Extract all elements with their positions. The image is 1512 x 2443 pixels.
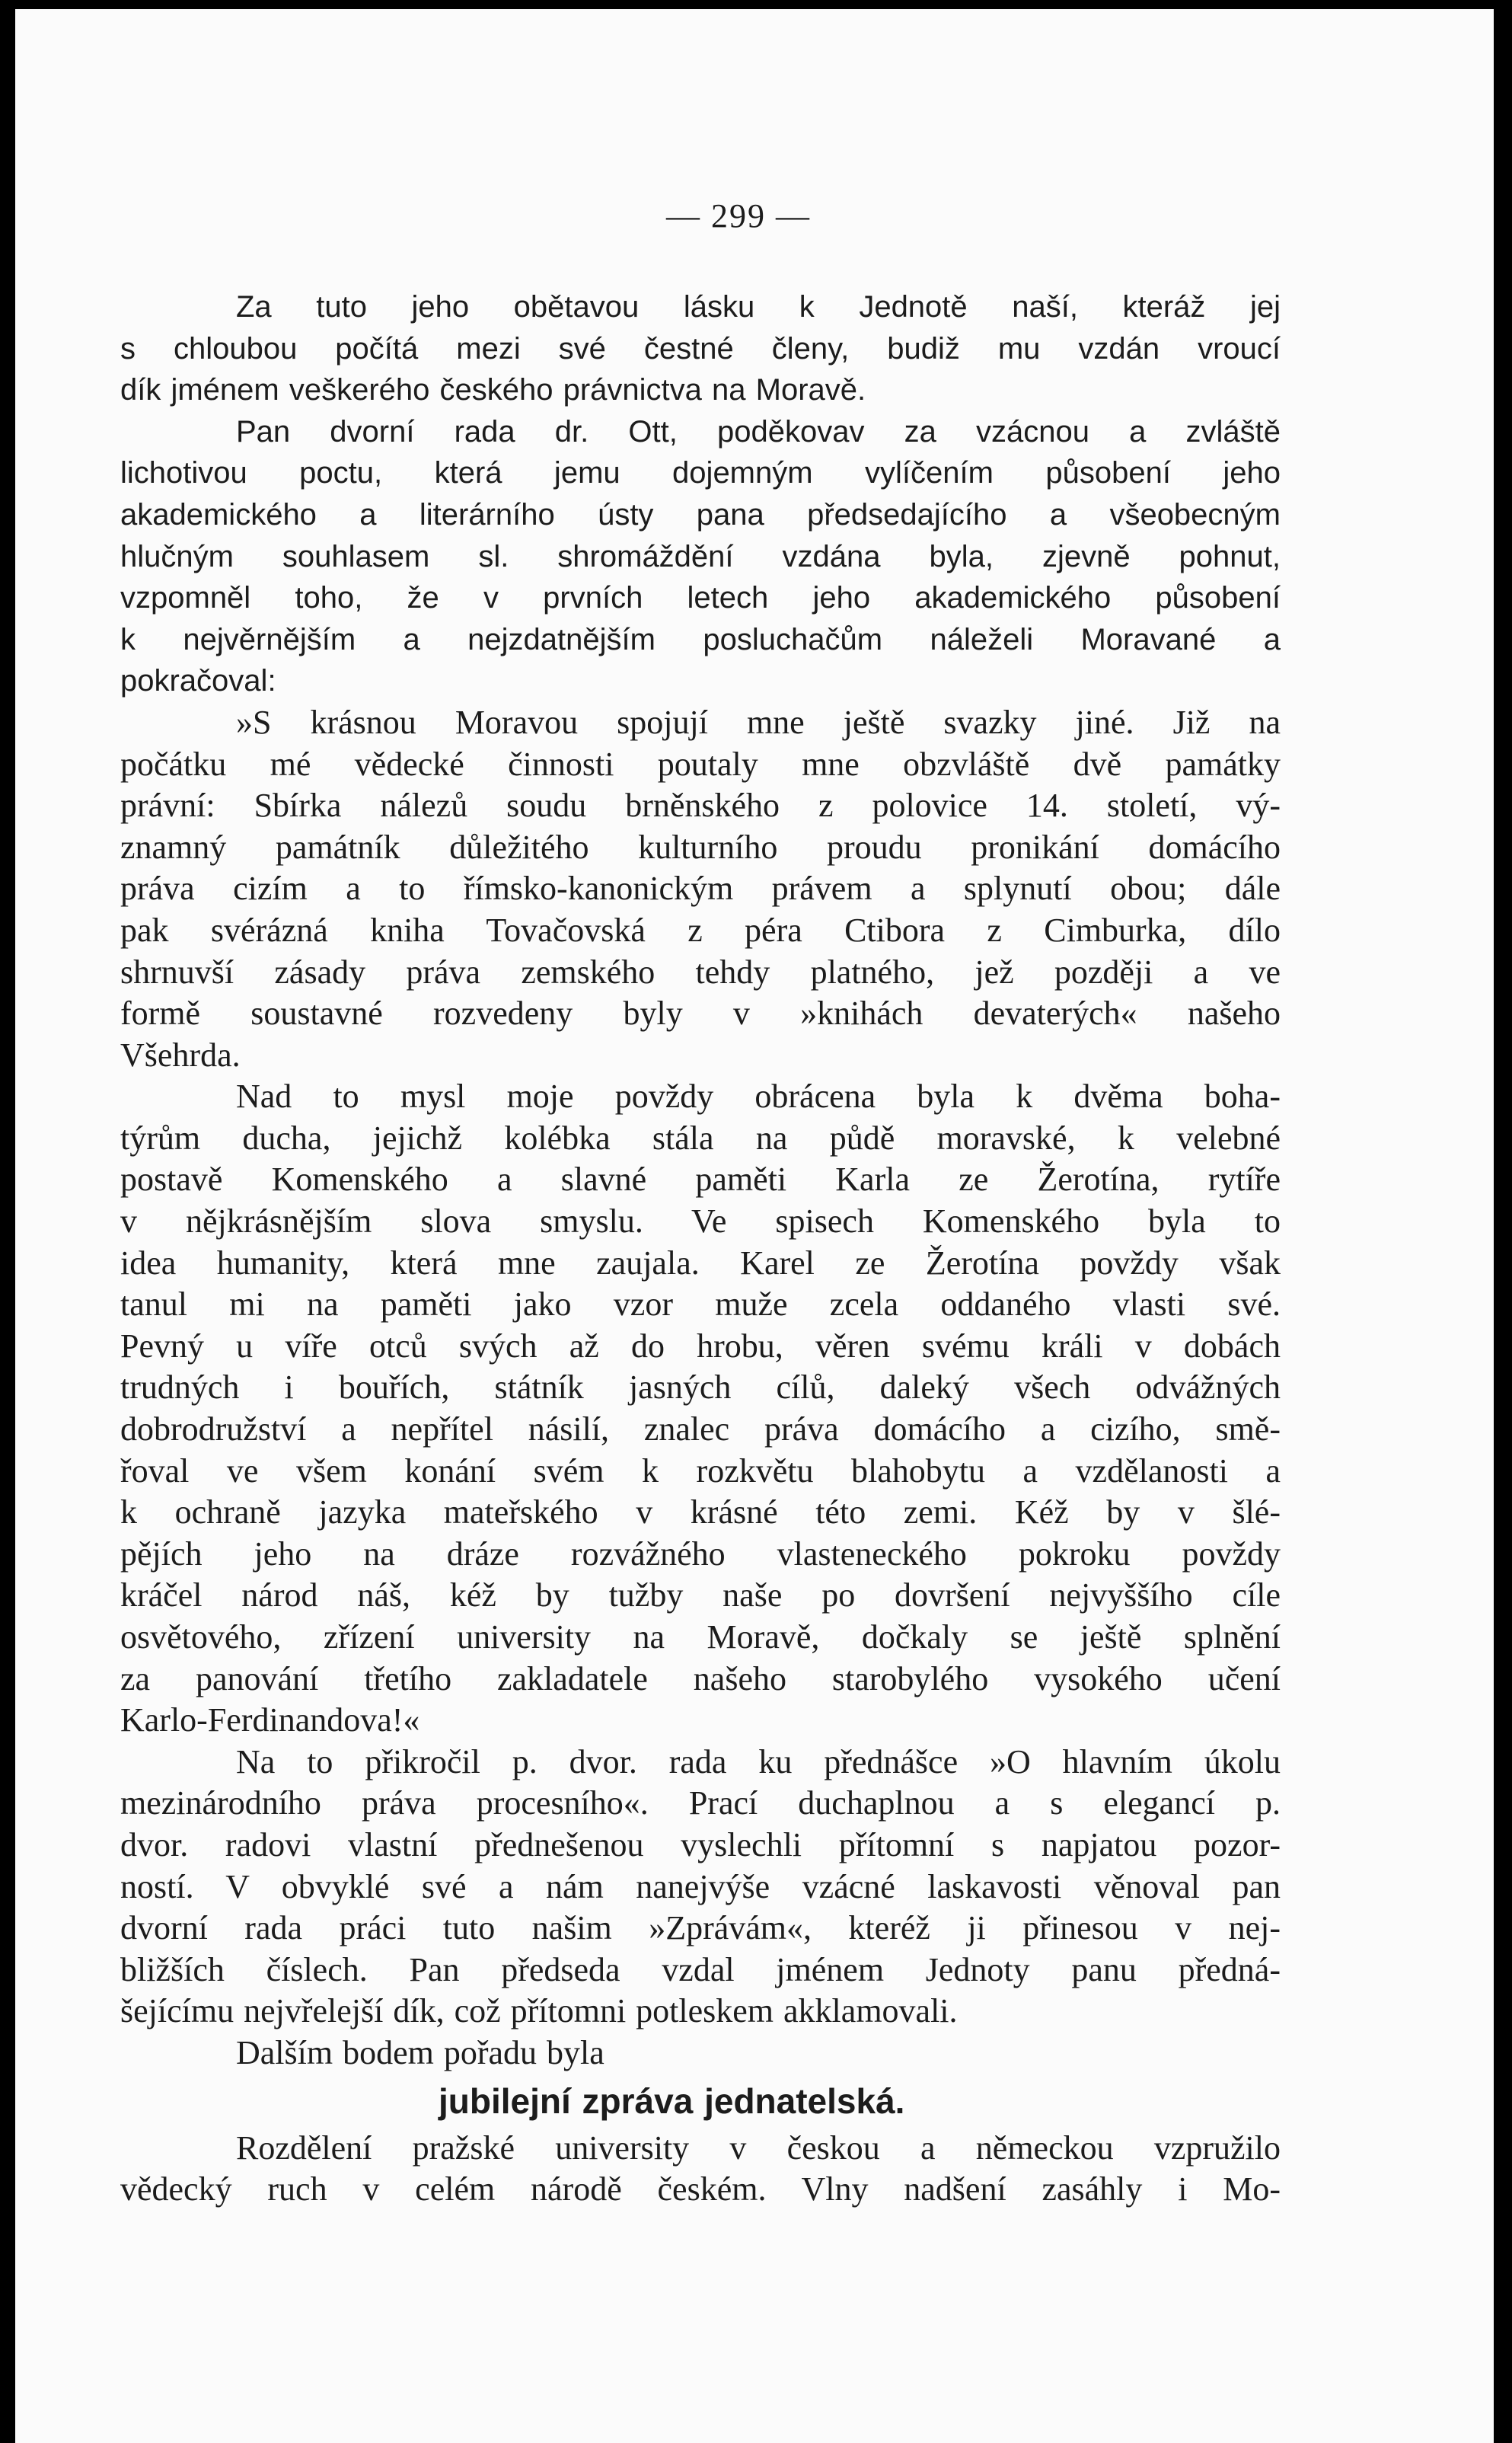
text-line: vědecký ruch v celém národě českém. Vlny nadšení zasáhly i Mo-: [120, 2170, 1281, 2208]
text-line: Nad to mysl moje povždy obrácena byla k dvěma boha-: [236, 1078, 1281, 1116]
text-line: pějích jeho na dráze rozvážného vlasteneckého pokroku povždy: [120, 1534, 1281, 1573]
text-line: ností. V obvyklé své a nám nanejvýše vzácné laskavosti věnoval pan: [120, 1867, 1281, 1905]
text-line: v nějkrásnějším slova smyslu. Ve spisech Komenského byla to: [120, 1202, 1281, 1241]
text-line: Za tuto jeho obětavou lásku k Jednotě naší, kteráž jej: [236, 290, 1281, 324]
text-line: Pevný u víře otců svých až do hrobu, věren svému králi v dobách: [120, 1327, 1281, 1365]
text-line: s chloubou počítá mezi své čestné členy, budiž mu vzdán vroucí: [120, 331, 1281, 366]
text-line: dvor. radovi vlastní přednešenou vyslechli přítomní s napjatou pozor-: [120, 1825, 1281, 1863]
text-line: Na to přikročil p. dvor. rada ku přednášce »O hlavním úkolu: [236, 1742, 1281, 1780]
text-line: hlučným souhlasem sl. shromáždění vzdána byla, zjevně pohnut,: [120, 539, 1281, 573]
scan-border-left: [0, 0, 15, 2443]
text-line: »S krásnou Moravou spojují mne ještě svazky jiné. Již na: [236, 703, 1281, 741]
page-number: — 299 —: [666, 197, 811, 235]
text-line: právní: Sbírka nálezů soudu brněnského z polovice 14. století, vý-: [120, 787, 1281, 825]
text-line: Karlo-Ferdinandova!«: [120, 1701, 420, 1739]
text-line: lichotivou poctu, která jemu dojemným vylíčením působení jeho: [120, 456, 1281, 490]
text-line: počátku mé vědecké činnosti poutaly mne obzvláště dvě památky: [120, 745, 1281, 783]
text-line: postavě Komenského a slavné paměti Karla ze Žerotína, rytíře: [120, 1161, 1281, 1199]
text-line: řoval ve všem konání svém k rozkvětu blahobytu a vzdělanosti a: [120, 1451, 1281, 1490]
section-heading-text: jubilejní zpráva jednatelská.: [439, 2081, 905, 2121]
text-line: pak svérázná kniha Tovačovská z péra Ctibora z Cimburka, dílo: [120, 911, 1281, 949]
text-line: k nejvěrnějším a nejzdatnějším posluchačům náleželi Moravané a: [120, 622, 1281, 656]
page-body-text: [120, 286, 1281, 2211]
scan-border-right: [1494, 0, 1512, 2443]
scan-border-top: [0, 0, 1512, 9]
text-line: formě soustavné rozvedeny byly v »knihách devaterých« našeho: [120, 995, 1281, 1033]
book-page: [15, 9, 1494, 2443]
text-line: osvětového, zřízení university na Moravě, dočkaly se ještě splnění: [120, 1618, 1281, 1656]
text-line: idea humanity, která mne zaujala. Karel ze Žerotína povždy však: [120, 1244, 1281, 1282]
text-line: bližších číslech. Pan předseda vzdal jménem Jednoty panu předná-: [120, 1950, 1281, 1988]
text-line: akademického a literárního ústy pana předsedajícího a všeobecným: [120, 497, 1281, 532]
section-heading: [120, 2074, 1281, 2128]
text-line: mezinárodního práva procesního«. Prací duchaplnou a s elegancí p.: [120, 1784, 1281, 1822]
text-line: Dalším bodem pořadu byla: [236, 2033, 604, 2071]
text-line: kráčel národ náš, kéž by tužby naše po dovršení nejvyššího cíle: [120, 1576, 1281, 1614]
text-line: práva cizím a to římsko-kanonickým právem a splynutí obou; dále: [120, 870, 1281, 908]
text-line: šejícímu nejvřelejší dík, což přítomni potleskem akklamovali.: [120, 1992, 958, 2030]
text-line: tanul mi na paměti jako vzor muže zcela oddaného vlasti své.: [120, 1285, 1281, 1324]
text-line: trudných i bouřích, státník jasných cílů, daleký všech odvážných: [120, 1368, 1281, 1407]
text-line: Pan dvorní rada dr. Ott, poděkovav za vzácnou a zvláště: [236, 414, 1281, 449]
text-line: Všehrda.: [120, 1036, 241, 1074]
text-line: týrům ducha, jejichž kolébka stála na půdě moravské, k velebné: [120, 1119, 1281, 1157]
text-line: dík jménem veškerého českého právnictva na Moravě.: [120, 373, 866, 407]
text-line: vzpomněl toho, že v prvních letech jeho akademického působení: [120, 581, 1281, 615]
text-line: pokračoval:: [120, 664, 276, 698]
text-line: za panování třetího zakladatele našeho starobylého vysokého učení: [120, 1659, 1281, 1697]
text-line: k ochraně jazyka mateřského v krásné této zemi. Kéž by v šlé-: [120, 1493, 1281, 1531]
text-line: znamný památník důležitého kulturního proudu pronikání domácího: [120, 828, 1281, 866]
text-line: dvorní rada práci tuto našim »Zprávám«, kteréž ji přinesou v nej-: [120, 1909, 1281, 1947]
text-line: shrnuvší zásady práva zemského tehdy platného, jež později a ve: [120, 953, 1281, 991]
text-line: Rozdělení pražské university v českou a německou vzpružilo: [236, 2128, 1281, 2167]
text-line: dobrodružství a nepřítel násilí, znalec práva domácího a cizího, smě-: [120, 1410, 1281, 1448]
